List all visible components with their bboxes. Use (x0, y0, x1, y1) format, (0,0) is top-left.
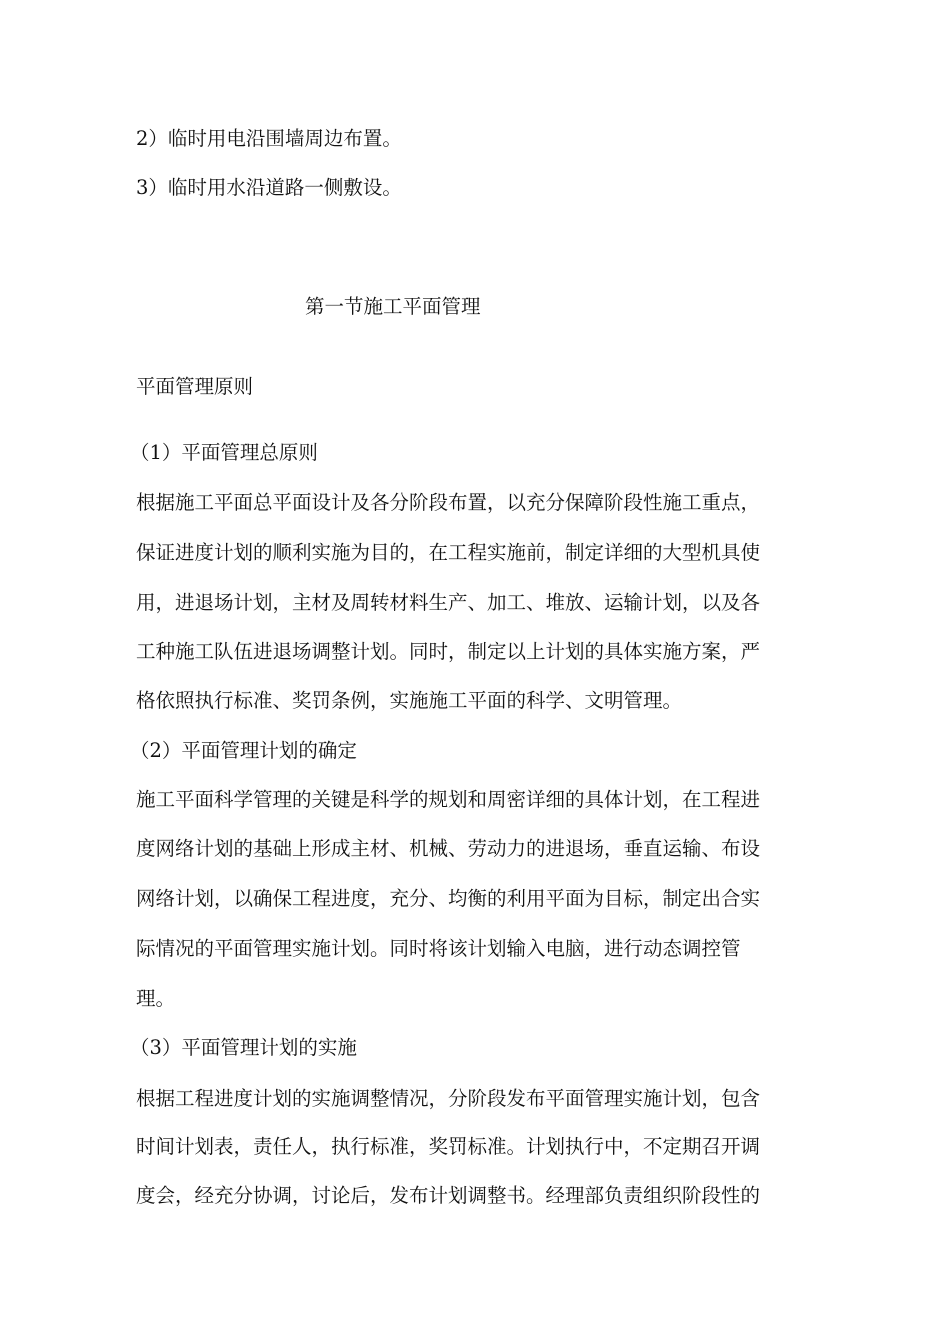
paragraph-line: 根据工程进度计划的实施调整情况，分阶段发布平面管理实施计划，包含 (136, 1087, 761, 1110)
paragraph-line: 网络计划，以确保工程进度，充分、均衡的利用平面为目标，制定出合实 (136, 887, 761, 910)
paragraph-line: 格依照执行标准、奖罚条例，实施施工平面的科学、文明管理。 (136, 689, 683, 712)
paragraph-line: 时间计划表，责任人，执行标准，奖罚标准。计划执行中，不定期召开调 (136, 1135, 761, 1158)
point-heading: （2）平面管理计划的确定 (130, 739, 357, 762)
paragraph-line: 用，进退场计划，主材及周转材料生产、加工、堆放、运输计划，以及各 (136, 591, 761, 614)
point-heading: （1）平面管理总原则 (130, 441, 318, 464)
section-title: 第一节施工平面管理 (305, 295, 481, 318)
paragraph-line: 理。 (136, 987, 176, 1010)
subsection-title: 平面管理原则 (136, 375, 254, 398)
paragraph-line: 施工平面科学管理的关键是科学的规划和周密详细的具体计划，在工程进 (136, 788, 761, 811)
paragraph-line: 根据施工平面总平面设计及各分阶段布置，以充分保障阶段性施工重点， (136, 491, 761, 514)
list-item: 2）临时用电沿围墙周边布置。 (136, 127, 402, 150)
paragraph-line: 度网络计划的基础上形成主材、机械、劳动力的进退场，垂直运输、布设 (136, 837, 761, 860)
list-item: 3）临时用水沿道路一侧敷设。 (136, 176, 402, 199)
paragraph-line: 际情况的平面管理实施计划。同时将该计划输入电脑，进行动态调控管 (136, 937, 741, 960)
paragraph-line: 保证进度计划的顺利实施为目的，在工程实施前，制定详细的大型机具使 (136, 541, 761, 564)
point-heading: （3）平面管理计划的实施 (130, 1036, 357, 1059)
paragraph-line: 工种施工队伍进退场调整计划。同时，制定以上计划的具体实施方案，严 (136, 640, 761, 663)
paragraph-line: 度会，经充分协调，讨论后，发布计划调整书。经理部负责组织阶段性的 (136, 1184, 761, 1207)
